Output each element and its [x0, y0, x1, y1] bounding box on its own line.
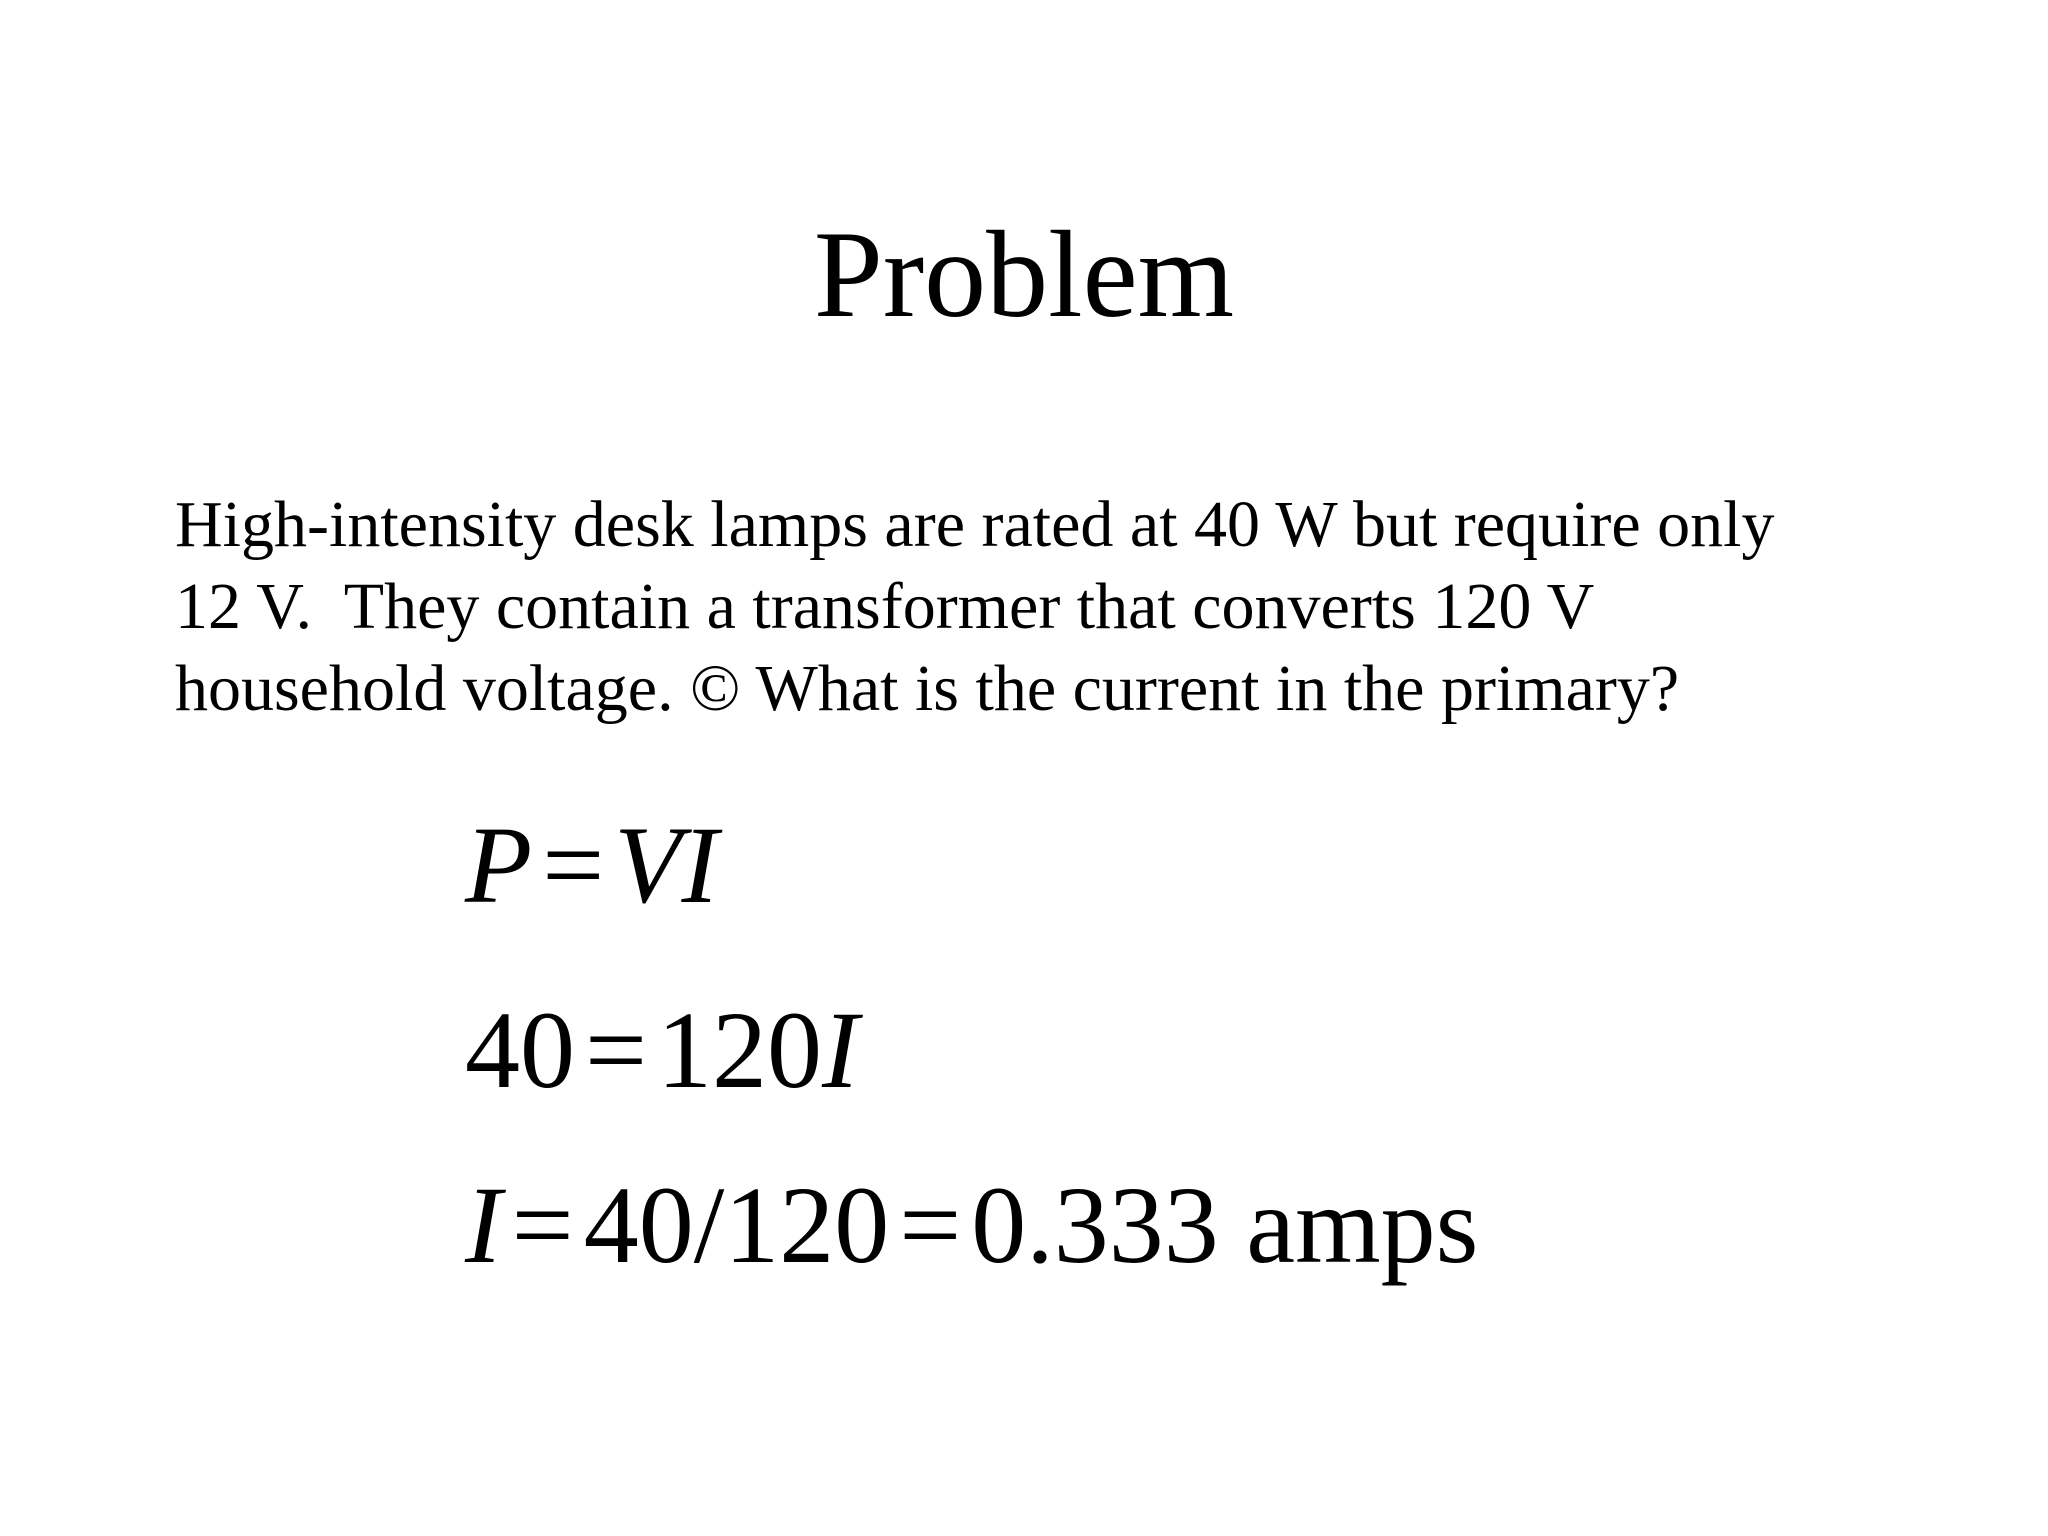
equation-result — [465, 1160, 1479, 1290]
problem-line: household voltage. © What is the current in the primary? — [175, 652, 1680, 725]
equation-substitution — [465, 985, 859, 1115]
eq-unit: amps — [1246, 1164, 1479, 1286]
eq-division: 40/120 — [583, 1164, 890, 1286]
eq-equals: = — [585, 989, 648, 1111]
eq-symbol-vi: VI — [614, 804, 719, 926]
problem-statement — [175, 484, 1955, 730]
equation-power-formula — [465, 800, 718, 930]
eq-value-120: 120 — [657, 989, 823, 1111]
eq-equals: = — [511, 1164, 574, 1286]
problem-line: 12 V. They contain a transformer that converts 120 V — [175, 570, 1595, 643]
eq-equals: = — [899, 1164, 962, 1286]
eq-symbol-p: P — [465, 804, 533, 926]
eq-symbol-i: I — [465, 1164, 502, 1286]
eq-symbol-i: I — [822, 989, 859, 1111]
eq-equals: = — [542, 804, 605, 926]
eq-result-value: 0.333 — [971, 1164, 1219, 1286]
problem-line: High-intensity desk lamps are rated at 40 W but require only — [175, 488, 1775, 561]
slide-title: Problem — [813, 206, 1235, 343]
eq-value-40: 40 — [465, 989, 575, 1111]
